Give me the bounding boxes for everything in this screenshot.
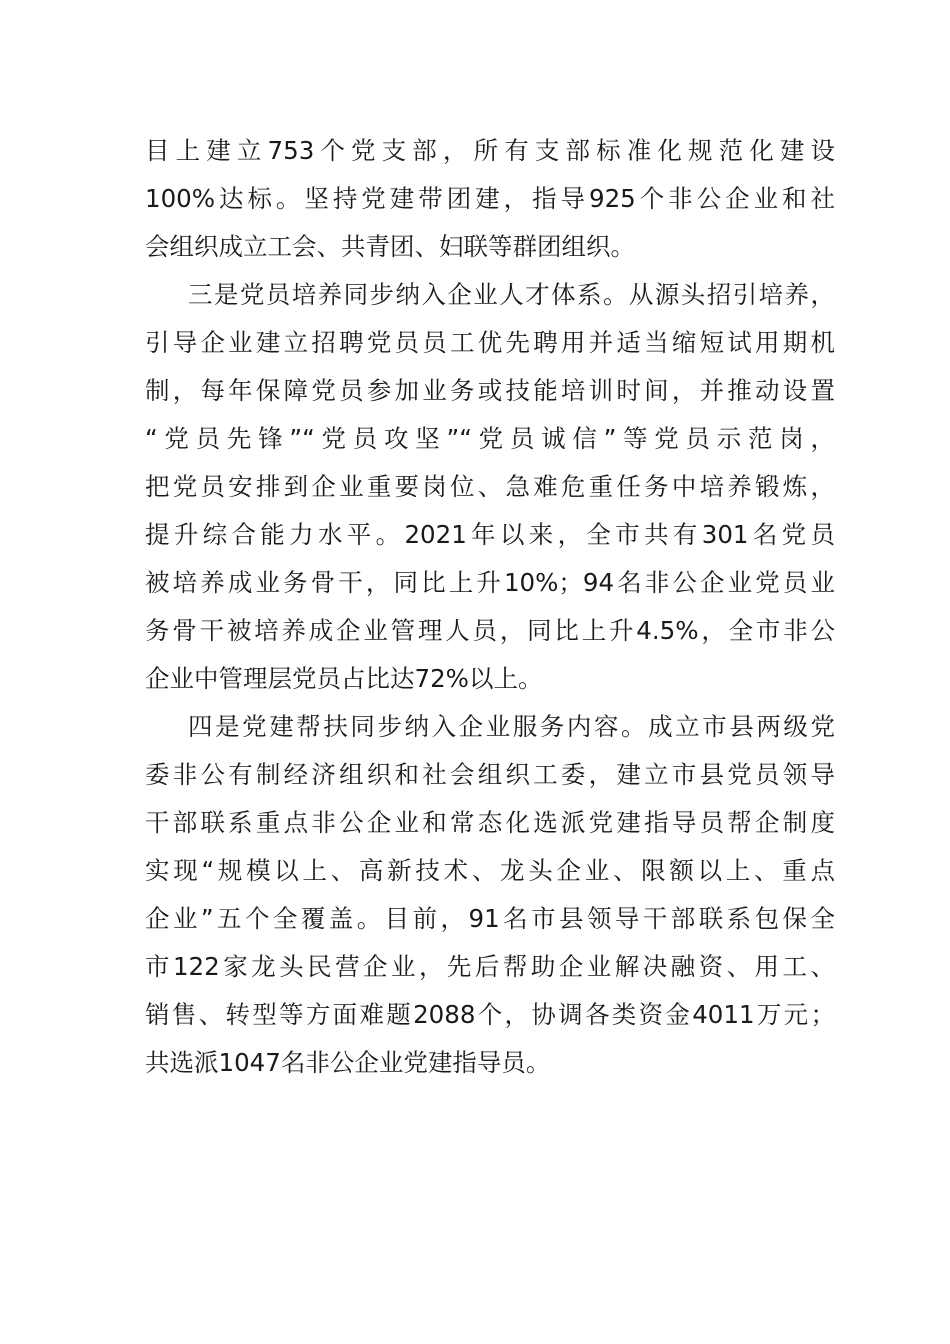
paragraph-line: 三是党员培养同步纳入企业人才体系。从源头招引培养， xyxy=(188,280,835,309)
paragraph-line: 100%达标。坚持党建带团建，指导925个非公企业和社 xyxy=(145,184,835,213)
paragraph-line: “党员先锋”“党员攻坚”“党员诚信”等党员示范岗， xyxy=(145,424,835,453)
paragraph-line: 把党员安排到企业重要岗位、急难危重任务中培养锻炼， xyxy=(145,472,835,501)
paragraph-line: 引导企业建立招聘党员员工优先聘用并适当缩短试用期机 xyxy=(145,328,835,357)
paragraph-line: 会组织成立工会、共青团、妇联等群团组织。 xyxy=(145,232,635,261)
paragraph-line: 被培养成业务骨干，同比上升10%；94名非公企业党员业 xyxy=(145,568,835,597)
paragraph-line: 干部联系重点非公企业和常态化选派党建指导员帮企制度 xyxy=(145,808,835,837)
paragraph-line: 务骨干被培养成企业管理人员，同比上升4.5%，全市非公 xyxy=(145,616,835,645)
paragraph-line: 目上建立753个党支部，所有支部标准化规范化建设 xyxy=(145,136,835,165)
document-page xyxy=(145,127,835,1087)
paragraph-line: 市122家龙头民营企业，先后帮助企业解决融资、用工、 xyxy=(145,952,835,981)
paragraph-line: 共选派1047名非公企业党建指导员。 xyxy=(145,1048,551,1077)
paragraph-line: 制，每年保障党员参加业务或技能培训时间，并推动设置 xyxy=(145,376,835,405)
paragraph-line: 委非公有制经济组织和社会组织工委，建立市县党员领导 xyxy=(145,760,835,789)
paragraph-line: 四是党建帮扶同步纳入企业服务内容。成立市县两级党 xyxy=(188,712,835,741)
paragraph-line: 实现“规模以上、高新技术、龙头企业、限额以上、重点 xyxy=(145,856,835,885)
paragraph-line: 提升综合能力水平。2021年以来，全市共有301名党员 xyxy=(145,520,835,549)
paragraph-line: 销售、转型等方面难题2088个，协调各类资金4011万元； xyxy=(145,1000,835,1029)
paragraph-line: 企业”五个全覆盖。目前，91名市县领导干部联系包保全 xyxy=(145,904,835,933)
paragraph-line: 企业中管理层党员占比达72%以上。 xyxy=(145,664,543,693)
